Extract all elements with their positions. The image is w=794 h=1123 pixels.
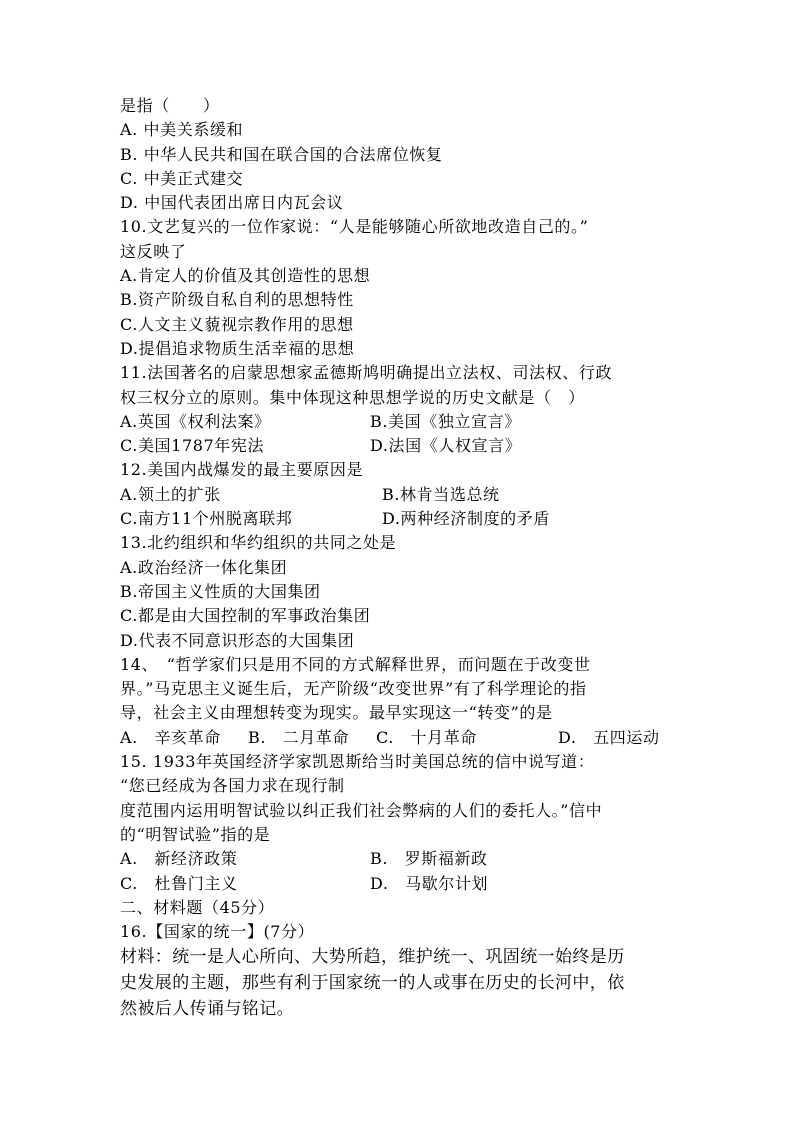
q12-option-a: A.领土的扩张: [120, 484, 221, 504]
q9-stem-tail: 是指（ ）: [120, 96, 220, 115]
q14-option-c: C. 十月革命: [376, 727, 477, 747]
q10-stem-line-2: 这反映了: [120, 241, 187, 261]
q10-stem-line-1: 10.文艺复兴的一位作家说：“人是能够随心所欲地改造自己的。”: [120, 217, 589, 237]
q14-stem-line-2: 界。”马克思主义诞生后，无产阶级“改变世界”有了科学理论的指: [120, 679, 587, 699]
q12-option-d: D.两种经济制度的矛盾: [382, 509, 550, 529]
q15-option-b: B. 罗斯福新政: [370, 849, 488, 869]
q14-stem-line-3: 导，社会主义由理想转变为现实。最早实现这一“转变”的是: [120, 703, 553, 723]
q12-options-row-2: [120, 507, 680, 531]
q15-stem-line-2: “您已经成为各国力求在现行制: [120, 776, 345, 796]
q14-option-b: B. 二月革命: [248, 727, 350, 747]
q11-options-row-1: [120, 410, 680, 434]
q11-option-b: B.美国《独立宣言》: [370, 411, 521, 431]
q14-option-a: A. 辛亥革命: [120, 727, 221, 747]
q11-option-d: D.法国《人权宣言》: [370, 436, 522, 456]
q15-stem-line-3: 度范围内运用明智试验以纠正我们社会弊病的人们的委托人。”信中: [120, 800, 603, 820]
q16-title: 16.【国家的统一】(7分）: [120, 922, 315, 942]
exam-page: [120, 94, 680, 1022]
q15-options-row-2: [120, 872, 680, 896]
q11-stem-line-2: 权三权分立的原则。集中体现这种思想学说的历史文献是（ ）: [120, 387, 585, 407]
q10-option-c: C.人文主义藐视宗教作用的思想: [120, 314, 354, 334]
q11-stem-line-1: 11.法国著名的启蒙思想家孟德斯鸠明确提出立法权、司法权、行政: [120, 363, 613, 383]
q12-option-c: C.南方11个州脱离联邦: [120, 509, 293, 529]
q12-stem: 12.美国内战爆发的最主要原因是: [120, 460, 364, 480]
q10-option-b: B.资产阶级自私自利的思想特性: [120, 290, 354, 310]
q15-option-d: D. 马歇尔计划: [370, 873, 489, 893]
q9-option-b: B. 中华人民共和国在联合国的合法席位恢复: [120, 144, 443, 164]
q15-option-a: A. 新经济政策: [120, 849, 238, 869]
q13-option-a: A.政治经济一体化集团: [120, 557, 288, 577]
q10-option-a: A.肯定人的价值及其创造性的思想: [120, 266, 371, 286]
q9-option-c: C. 中美正式建交: [120, 168, 244, 188]
q11-options-row-2: [120, 434, 680, 458]
q13-option-c: C.都是由大国控制的军事政治集团: [120, 606, 371, 626]
q13-stem: 13.北约组织和华约组织的共同之处是: [120, 533, 397, 553]
section-2-heading: 二、材料题（45分）: [120, 897, 275, 917]
q14-option-d: D. 五四运动: [558, 727, 660, 747]
q15-option-c: C. 杜鲁门主义: [120, 873, 238, 893]
q9-option-d: D. 中国代表团出席日内瓦会议: [120, 193, 344, 213]
q12-option-b: B.林肯当选总统: [382, 484, 500, 504]
q13-option-d: D.代表不同意识形态的大国集团: [120, 630, 355, 650]
q10-option-d: D.提倡追求物质生活幸福的思想: [120, 338, 355, 358]
q16-material-line-3: 然被后人传诵与铭记。: [120, 999, 294, 1020]
q15-stem-line-4: 的“明智试验”指的是: [120, 824, 271, 844]
q14-options-row: [120, 726, 680, 750]
q16-material-line-1: 材料：统一是人心所向、大势所趋，维护统一、巩固统一始终是历: [120, 947, 625, 968]
q15-stem-line-1: 15. 1933年英国经济学家凯恩斯给当时美国总统的信中说写道：: [120, 752, 595, 772]
q12-options-row-1: [120, 483, 680, 507]
q11-option-a: A.英国《权利法案》: [120, 411, 271, 431]
q16-material-line-2: 史发展的主题，那些有利于国家统一的人或事在历史的长河中，依: [120, 973, 625, 994]
q14-stem-line-1: 14、 “哲学家们只是用不同的方式解释世界，而问题在于改变世: [120, 654, 591, 674]
q13-option-b: B.帝国主义性质的大国集团: [120, 581, 321, 601]
q15-options-row-1: [120, 847, 680, 871]
q11-option-c: C.美国1787年宪法: [120, 436, 265, 456]
q9-option-a: A. 中美关系缓和: [120, 120, 244, 140]
